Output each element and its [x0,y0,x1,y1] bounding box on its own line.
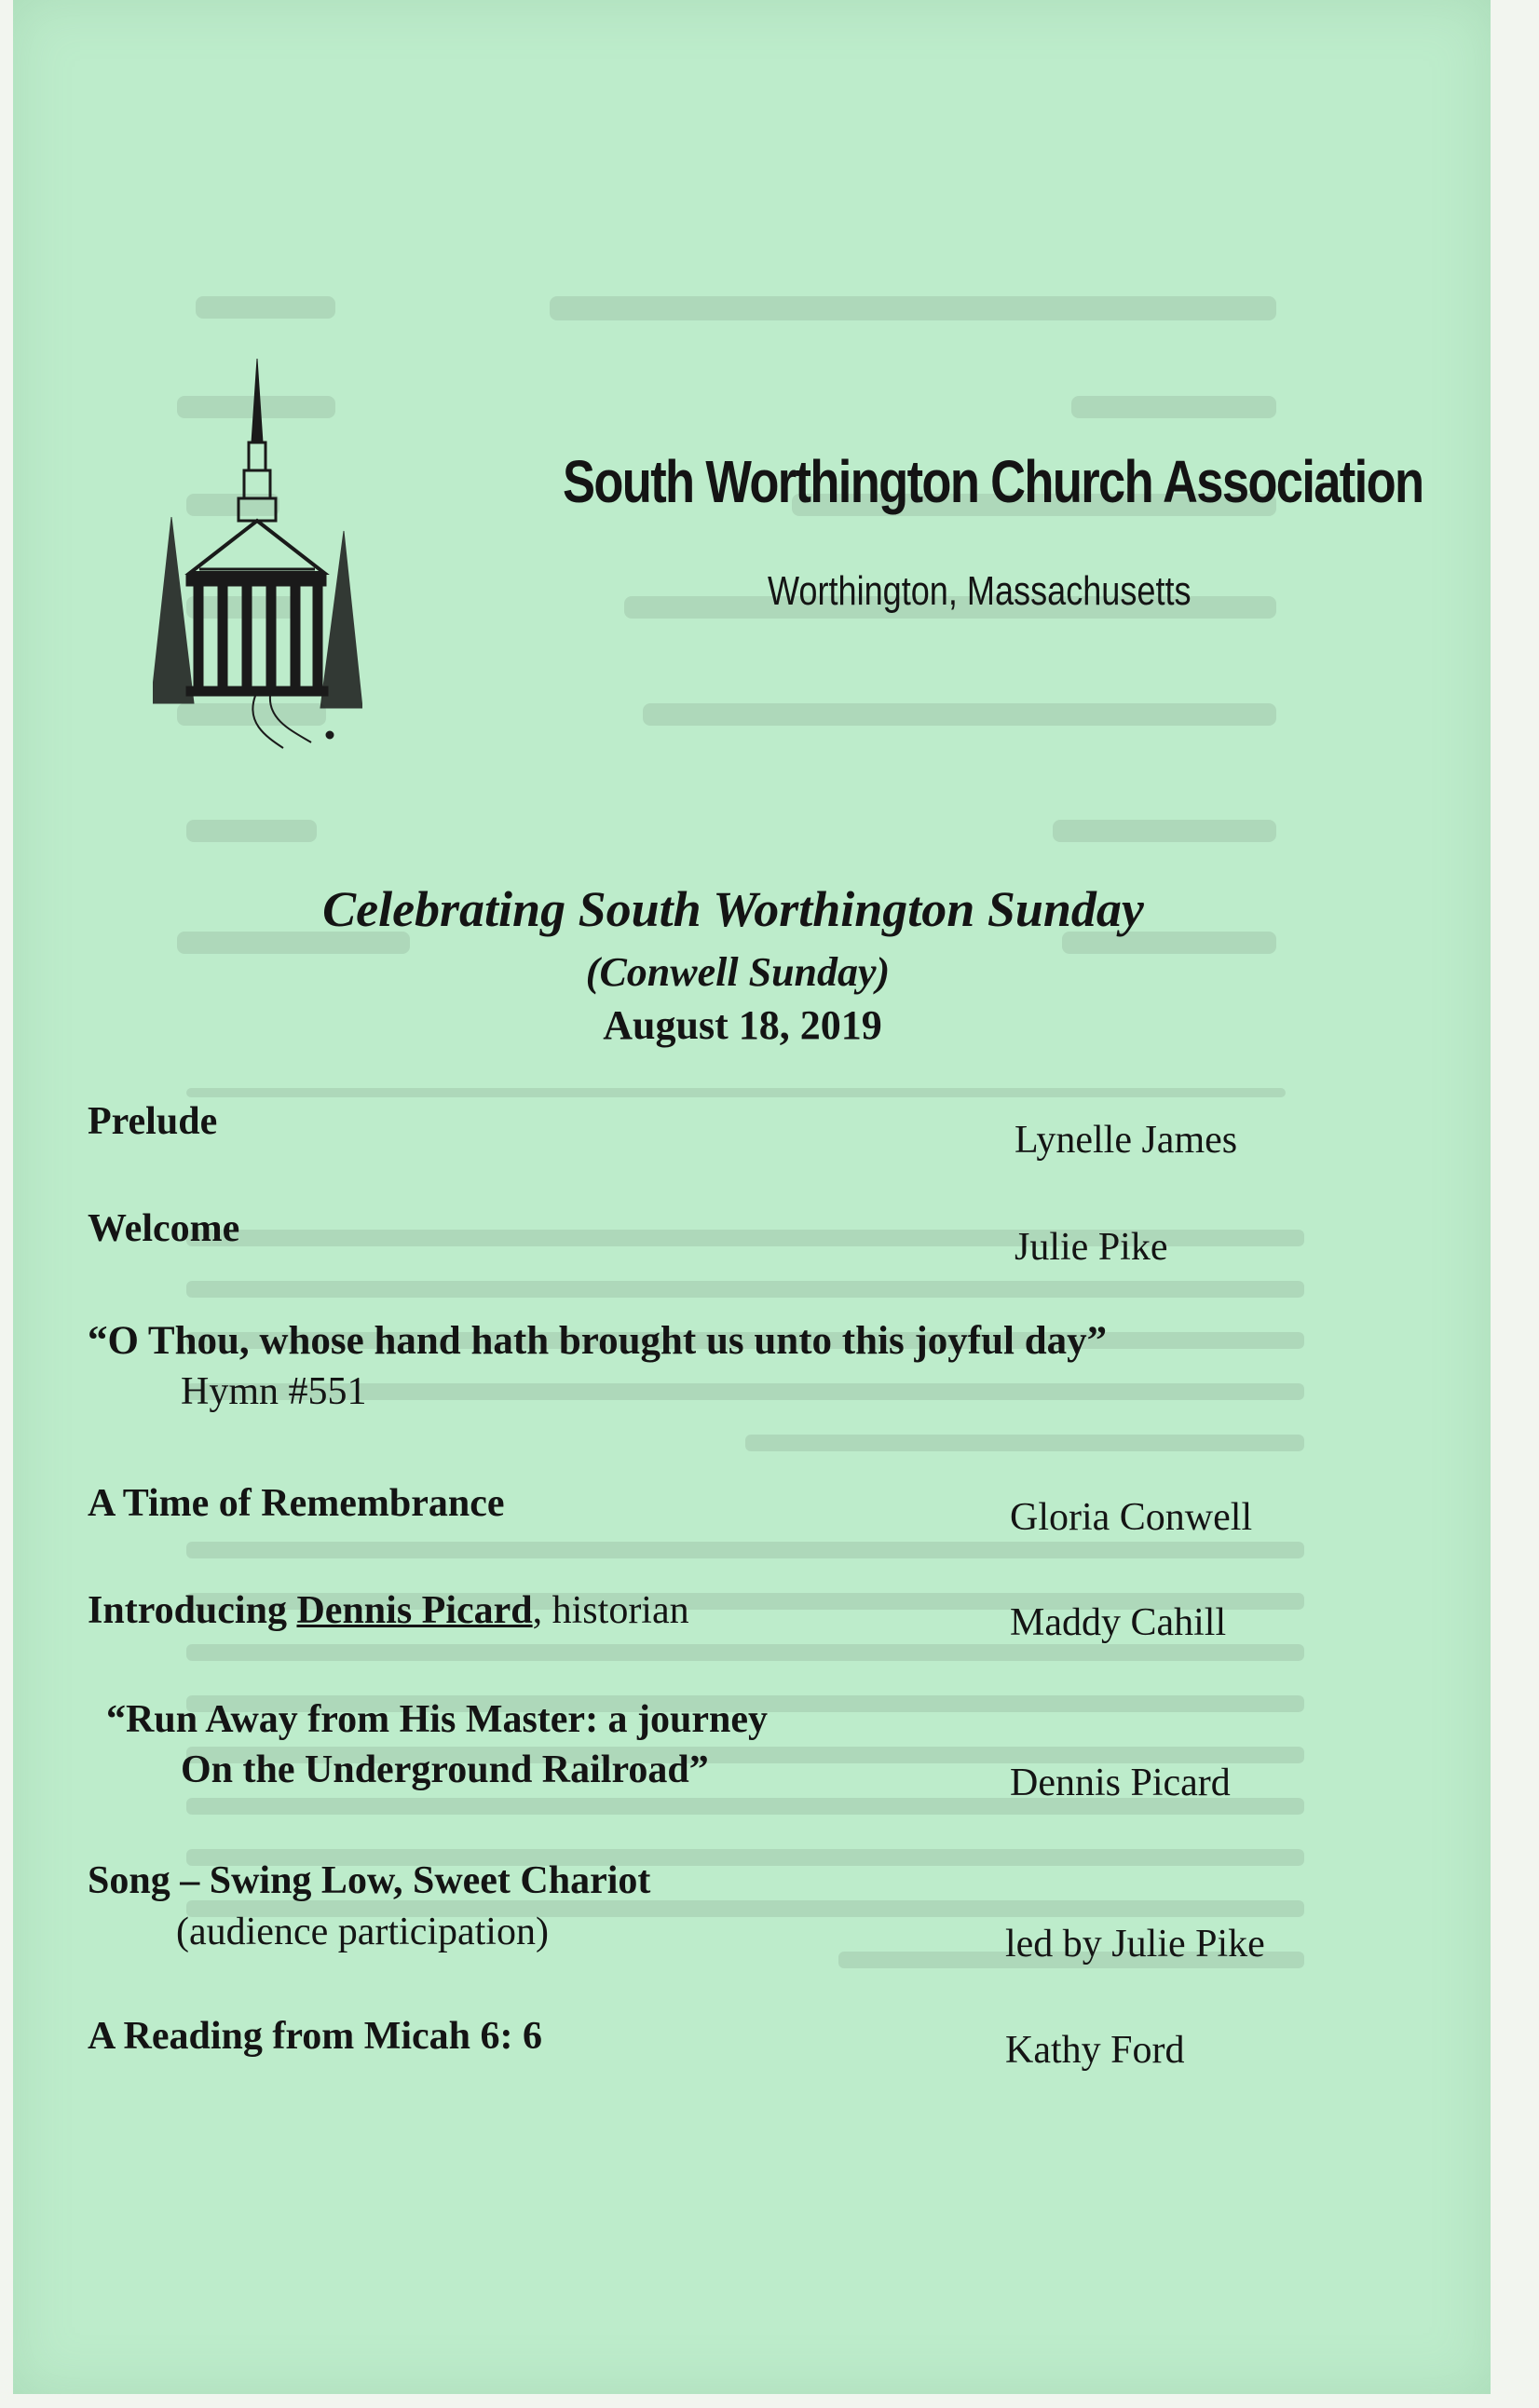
program-subtitle: (Conwell Sunday) [585,949,891,995]
hymn-number: Hymn #551 [181,1370,367,1413]
song-note: (audience participation) [176,1911,549,1953]
item-introducing [88,1588,689,1633]
item-remembrance: A Time of Remembrance [88,1482,505,1525]
item-introducing-post: , historian [532,1589,689,1632]
leader-remembrance: Gloria Conwell [1010,1496,1253,1539]
leader-prelude: Lynelle James [1015,1119,1238,1162]
item-talk-line2: On the Underground Railroad” [181,1748,709,1791]
item-introducing-pre: Introducing [88,1589,297,1632]
leader-introducing: Maddy Cahill [1010,1601,1227,1644]
association-title: South Worthington Church Association [563,448,1423,515]
item-talk-line1: “Run Away from His Master: a journey [106,1698,769,1741]
item-prelude: Prelude [88,1100,218,1143]
leader-reading: Kathy Ford [1005,2029,1185,2072]
leader-talk: Dennis Picard [1010,1762,1231,1804]
item-song: Song – Swing Low, Sweet Chariot [88,1859,651,1902]
item-welcome: Welcome [88,1207,240,1250]
association-location: Worthington, Massachusetts [768,568,1192,614]
leader-welcome: Julie Pike [1015,1226,1168,1269]
item-reading: A Reading from Micah 6: 6 [88,2015,543,2058]
church-steeple-icon [153,359,362,750]
program-title: Celebrating South Worthington Sunday [322,881,1144,937]
program-date: August 18, 2019 [603,1002,882,1048]
leader-song: led by Julie Pike [1005,1923,1265,1966]
historian-name: Dennis Picard [296,1589,533,1632]
program-page [13,0,1491,2394]
item-hymn: “O Thou, whose hand hath brought us unto this joyful day” [88,1319,1108,1363]
